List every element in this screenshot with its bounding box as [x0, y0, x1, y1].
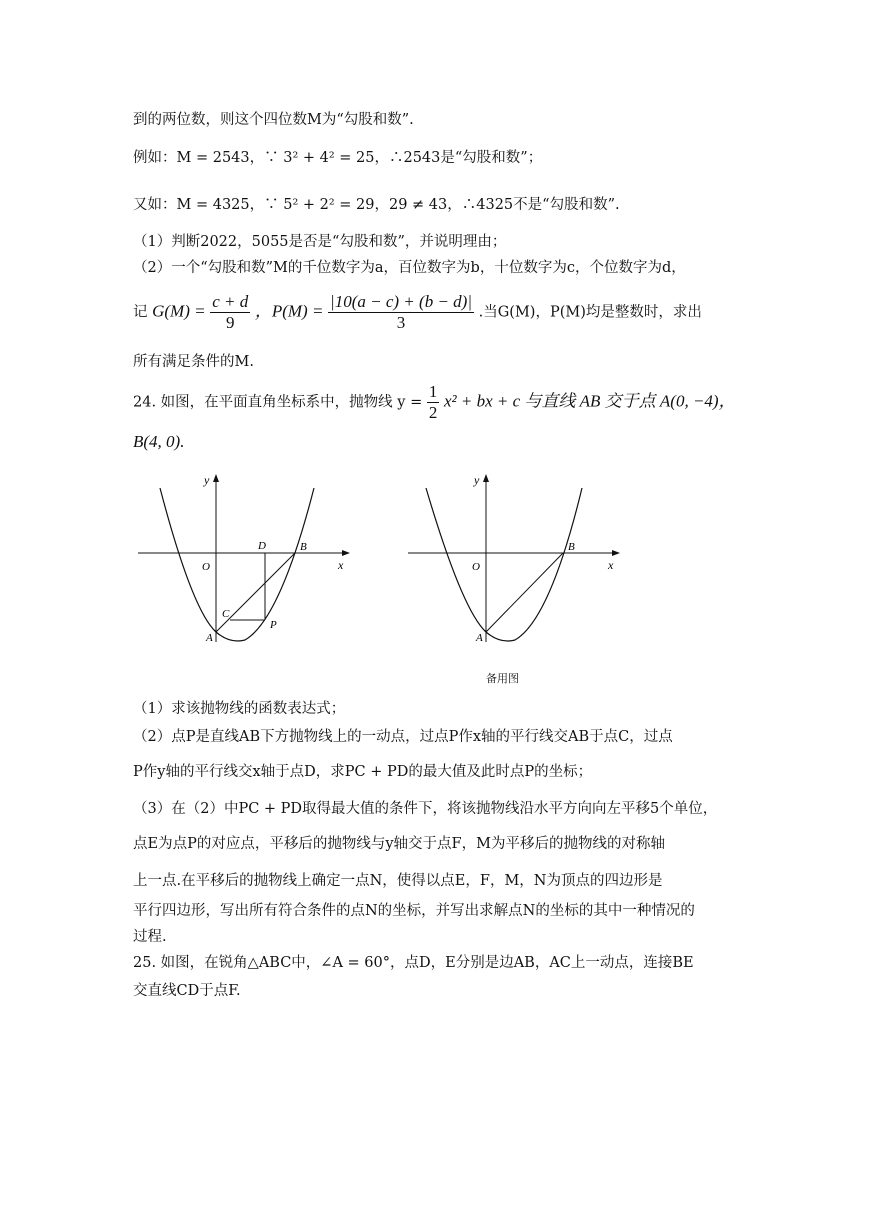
problem-24-b: B(4, 0).: [133, 432, 185, 451]
question-1: （1）判断2022，5055是否是“勾股和数”，并说明理由；: [133, 234, 507, 250]
p24-suffix: x² + bx + c 与直线 AB 交于点 A(0, −4)，: [443, 391, 736, 411]
figure-1: [130, 470, 360, 650]
p-fraction: [328, 292, 474, 333]
fig2-y-label: y: [474, 473, 480, 487]
p-of-m: ，P(M) =: [254, 301, 324, 321]
figure-2-caption: 备用图: [486, 672, 519, 685]
fig2-origin-label: O: [472, 561, 480, 573]
fig1-a-label: A: [206, 632, 213, 644]
fig1-origin-label: O: [202, 561, 210, 573]
g-denominator: 9: [225, 313, 235, 332]
fig2-a-label: A: [476, 632, 483, 644]
text-line-1: 到的两位数，则这个四位数M为“勾股和数”.: [133, 112, 414, 128]
sub-question-3-b: 点E为点P的对应点，平移后的抛物线与y轴交于点F，M为平移后的抛物线的对称轴: [133, 836, 665, 852]
g-numerator: c + d: [212, 292, 249, 311]
p24-numerator: 1: [428, 382, 438, 401]
question-2-formula: [133, 292, 702, 333]
g-fraction: [210, 292, 250, 333]
sub-question-2-b: P作y轴的平行线交x轴于点D，求PC + PD的最大值及此时点P的坐标；: [133, 764, 593, 780]
sub-question-3: （3）在（2）中PC + PD取得最大值的条件下，将该抛物线沿水平方向向左平移5个单位，: [133, 801, 718, 817]
fig1-p-label: P: [270, 619, 277, 631]
p24-denominator: 2: [428, 403, 438, 422]
p24-fraction: [427, 382, 440, 423]
q2-suffix: .当G(M)，P(M)均是整数时，求出: [478, 304, 702, 321]
sub-question-1: （1）求该抛物线的函数表达式；: [133, 701, 346, 717]
text-line-3: 又如：M = 4325，∵ 5² + 2² = 29，29 ≠ 43，∴4325不是“勾股和数”.: [133, 197, 620, 213]
sub-question-3-e: 过程.: [133, 929, 167, 945]
fig1-c-label: C: [222, 608, 230, 620]
problem-25: 25. 如图，在锐角△ABC中，∠A = 60°，点D，E分别是边AB，AC上一动点，连接BE: [133, 955, 694, 971]
question-2: （2）一个“勾股和数”M的千位数字为a，百位数字为b，十位数字为c，个位数字为d，: [133, 260, 686, 276]
fig1-x-label: x: [338, 558, 344, 572]
p-numerator: |10(a − c) + (b − d)|: [330, 292, 472, 311]
fig1-y-label: y: [204, 473, 210, 487]
fig2-b-label: B: [568, 541, 575, 553]
p-denominator: 3: [396, 313, 406, 332]
sub-question-3-c: 上一点.在平移后的抛物线上确定一点N，使得以点E，F，M，N为顶点的四边形是: [133, 873, 663, 889]
g-of-m: G(M) =: [152, 301, 206, 321]
fig1-b-label: B: [300, 541, 307, 553]
fig1-d-label: D: [258, 540, 266, 552]
text-line-2: 例如：M = 2543，∵ 3² + 4² = 25，∴2543是“勾股和数”；: [133, 150, 543, 166]
question-2-tail: 所有满足条件的M.: [133, 354, 254, 370]
q2-prefix: 记: [133, 304, 148, 321]
problem-24: [133, 382, 736, 423]
fig2-x-label: x: [608, 558, 614, 572]
p24-prefix: 24. 如图，在平面直角坐标系中，抛物线 y =: [133, 394, 423, 411]
problem-25-b: 交直线CD于点F.: [133, 983, 241, 999]
sub-question-2: （2）点P是直线AB下方抛物线上的一动点，过点P作x轴的平行线交AB于点C，过点: [133, 729, 673, 745]
figure-2: [400, 470, 630, 650]
sub-question-3-d: 平行四边形，写出所有符合条件的点N的坐标，并写出求解点N的坐标的其中一种情况的: [133, 903, 695, 919]
